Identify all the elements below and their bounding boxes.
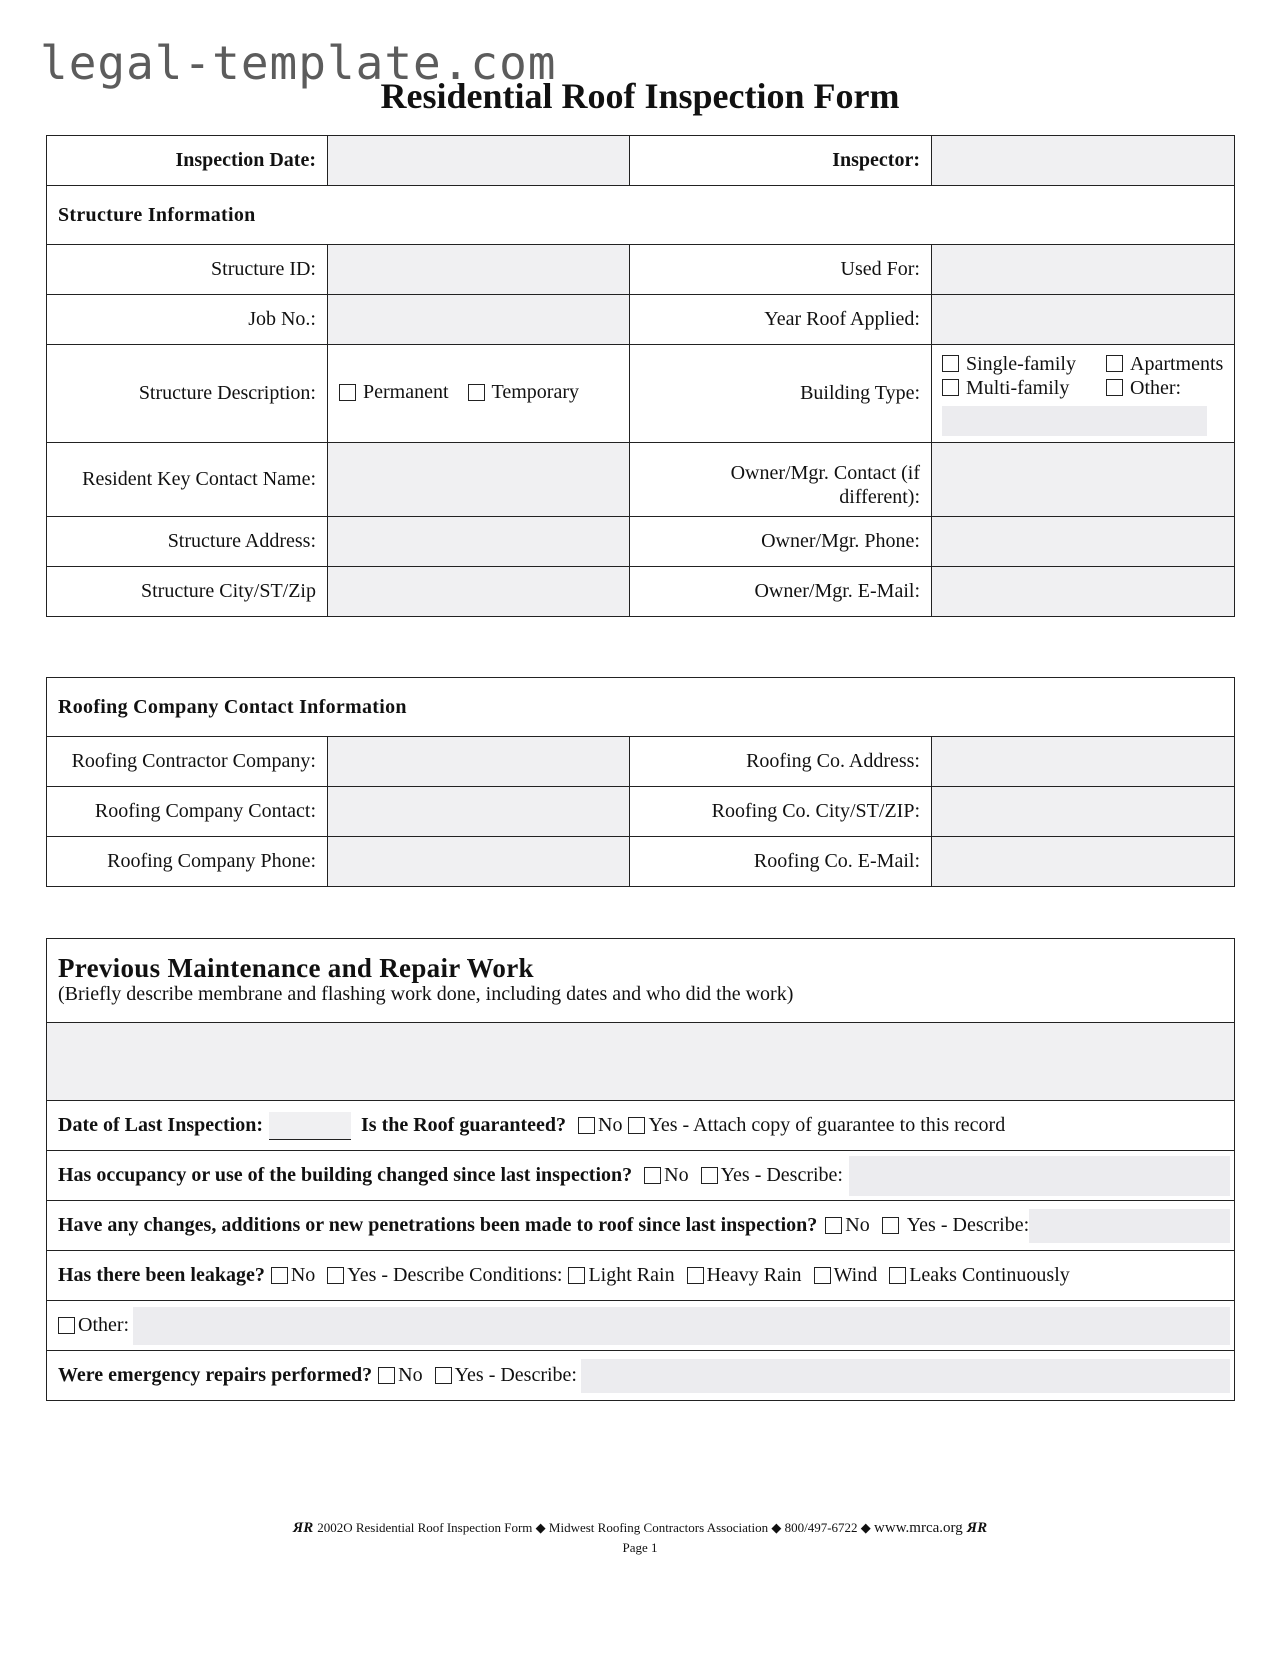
owner-contact-label bbox=[630, 443, 932, 517]
roofing-city-label: Roofing Co. City/ST/ZIP: bbox=[630, 787, 932, 837]
roofing-address-field[interactable] bbox=[932, 737, 1235, 787]
owner-contact-label-line1: Owner/Mgr. Contact (if bbox=[730, 461, 920, 484]
mrca-logo-left: ЯR bbox=[292, 1520, 314, 1536]
roofing-city-field[interactable] bbox=[932, 787, 1235, 837]
guaranteed-label: Is the Roof guaranteed? bbox=[361, 1114, 566, 1136]
leakage-yes-checkbox[interactable] bbox=[327, 1267, 344, 1284]
maintenance-subheading: (Briefly describe membrane and flashing work done, including dates and who did the work) bbox=[58, 983, 794, 1005]
leakage-other-checkbox[interactable] bbox=[58, 1317, 75, 1334]
heavy-rain-checkbox[interactable] bbox=[687, 1267, 704, 1284]
emergency-no-checkbox[interactable] bbox=[378, 1367, 395, 1384]
occupancy-label: Has occupancy or use of the building changed since last inspection? bbox=[58, 1164, 633, 1186]
single-family-checkbox[interactable] bbox=[942, 355, 959, 372]
emergency-yes-checkbox[interactable] bbox=[435, 1367, 452, 1384]
structure-id-label: Structure ID: bbox=[47, 245, 328, 295]
maintenance-table bbox=[46, 938, 1235, 1401]
owner-contact-label-line2: different): bbox=[839, 485, 920, 508]
inspection-date-field[interactable] bbox=[328, 136, 630, 186]
leakage-other-row bbox=[47, 1301, 1235, 1351]
multi-family-label: Multi-family bbox=[966, 376, 1070, 399]
leaks-continuously-checkbox[interactable] bbox=[889, 1267, 906, 1284]
leakage-yes-label: Yes - Describe Conditions: bbox=[347, 1264, 563, 1286]
occupancy-yes-checkbox[interactable] bbox=[701, 1167, 718, 1184]
roofing-address-label: Roofing Co. Address: bbox=[630, 737, 932, 787]
owner-email-field[interactable] bbox=[932, 567, 1235, 617]
inspector-field[interactable] bbox=[932, 136, 1235, 186]
footer-text: 2002O Residential Roof Inspection Form ◆ Midwest Roofing Contractors Association ◆ 800/497-6722 ◆ bbox=[317, 1520, 871, 1535]
changes-yes-label: Yes - Describe: bbox=[906, 1214, 1030, 1236]
roofing-table bbox=[46, 677, 1235, 887]
roofing-company-label: Roofing Contractor Company: bbox=[47, 737, 328, 787]
changes-label: Have any changes, additions or new penetrations been made to roof since last inspection? bbox=[58, 1214, 818, 1236]
resident-contact-label: Resident Key Contact Name: bbox=[47, 443, 328, 517]
mrca-logo-right: ЯR bbox=[966, 1520, 988, 1536]
leaks-continuously-label: Leaks Continuously bbox=[909, 1264, 1070, 1286]
footer-url[interactable]: www.mrca.org bbox=[874, 1520, 963, 1536]
job-no-label: Job No.: bbox=[47, 295, 328, 345]
emergency-no-label: No bbox=[398, 1364, 423, 1386]
leakage-other-label: Other: bbox=[78, 1314, 130, 1336]
structure-heading: Structure Information bbox=[47, 186, 1235, 245]
footer-page-number: Page 1 bbox=[622, 1540, 658, 1555]
page-title: Residential Roof Inspection Form bbox=[380, 76, 900, 116]
roofing-email-field[interactable] bbox=[932, 837, 1235, 887]
occupancy-no-label: No bbox=[664, 1164, 689, 1186]
emergency-describe-field[interactable] bbox=[581, 1359, 1230, 1393]
occupancy-row bbox=[47, 1151, 1235, 1201]
guaranteed-no-checkbox[interactable] bbox=[578, 1117, 595, 1134]
last-inspection-row bbox=[47, 1101, 1235, 1151]
multi-family-checkbox[interactable] bbox=[942, 379, 959, 396]
used-for-field[interactable] bbox=[932, 245, 1235, 295]
roofing-contact-field[interactable] bbox=[328, 787, 630, 837]
resident-contact-field[interactable] bbox=[328, 443, 630, 517]
apartments-label: Apartments bbox=[1130, 352, 1224, 375]
single-family-label: Single-family bbox=[966, 352, 1076, 375]
owner-phone-field[interactable] bbox=[932, 517, 1235, 567]
leakage-no-checkbox[interactable] bbox=[271, 1267, 288, 1284]
last-inspection-field[interactable] bbox=[269, 1112, 351, 1140]
roofing-email-label: Roofing Co. E-Mail: bbox=[630, 837, 932, 887]
inspection-date-label: Inspection Date: bbox=[47, 136, 328, 186]
last-inspection-label: Date of Last Inspection: bbox=[58, 1114, 263, 1136]
occupancy-no-checkbox[interactable] bbox=[644, 1167, 661, 1184]
wind-label: Wind bbox=[833, 1264, 878, 1286]
used-for-label: Used For: bbox=[630, 245, 932, 295]
heavy-rain-label: Heavy Rain bbox=[706, 1264, 802, 1286]
maintenance-description-field[interactable] bbox=[47, 1023, 1235, 1101]
owner-phone-label: Owner/Mgr. Phone: bbox=[630, 517, 932, 567]
occupancy-describe-field[interactable] bbox=[849, 1156, 1230, 1196]
changes-row bbox=[47, 1201, 1235, 1251]
building-type-options bbox=[932, 345, 1235, 443]
apartments-checkbox[interactable] bbox=[1106, 355, 1123, 372]
guaranteed-no-label: No bbox=[598, 1114, 623, 1136]
guaranteed-yes-checkbox[interactable] bbox=[628, 1117, 645, 1134]
footer-line1 bbox=[0, 1518, 1280, 1538]
owner-email-label: Owner/Mgr. E-Mail: bbox=[630, 567, 932, 617]
occupancy-yes-label: Yes - Describe: bbox=[720, 1164, 843, 1186]
wind-checkbox[interactable] bbox=[814, 1267, 831, 1284]
structure-address-field[interactable] bbox=[328, 517, 630, 567]
leakage-no-label: No bbox=[290, 1264, 316, 1286]
emergency-label: Were emergency repairs performed? bbox=[58, 1364, 373, 1386]
light-rain-checkbox[interactable] bbox=[568, 1267, 585, 1284]
changes-no-label: No bbox=[845, 1214, 870, 1236]
maintenance-header bbox=[47, 939, 1235, 1023]
emergency-yes-label: Yes - Describe: bbox=[454, 1364, 577, 1386]
roofing-company-field[interactable] bbox=[328, 737, 630, 787]
permanent-label: Permanent bbox=[363, 380, 449, 403]
light-rain-label: Light Rain bbox=[588, 1264, 675, 1286]
year-roof-label: Year Roof Applied: bbox=[630, 295, 932, 345]
other-building-checkbox[interactable] bbox=[1106, 379, 1123, 396]
job-no-field[interactable] bbox=[328, 295, 630, 345]
structure-description-label: Structure Description: bbox=[47, 345, 328, 443]
structure-description-options bbox=[328, 345, 630, 443]
other-building-label: Other: bbox=[1130, 376, 1182, 399]
structure-city-field[interactable] bbox=[328, 567, 630, 617]
owner-contact-field[interactable] bbox=[932, 443, 1235, 517]
year-roof-field[interactable] bbox=[932, 295, 1235, 345]
footer bbox=[0, 1518, 1280, 1558]
changes-yes-checkbox[interactable] bbox=[882, 1217, 899, 1234]
leakage-row bbox=[47, 1251, 1235, 1301]
temporary-checkbox[interactable] bbox=[468, 384, 485, 401]
inspector-label: Inspector: bbox=[630, 136, 932, 186]
permanent-checkbox[interactable] bbox=[339, 384, 356, 401]
structure-id-field[interactable] bbox=[328, 245, 630, 295]
changes-describe-field[interactable] bbox=[1029, 1209, 1230, 1243]
guaranteed-yes-label: Yes - Attach copy of guarantee to this record bbox=[648, 1114, 1006, 1136]
leakage-other-field[interactable] bbox=[133, 1307, 1230, 1345]
structure-city-label: Structure City/ST/Zip bbox=[47, 567, 328, 617]
emergency-row bbox=[47, 1351, 1235, 1401]
other-building-field[interactable] bbox=[942, 406, 1207, 436]
building-type-label: Building Type: bbox=[630, 345, 932, 443]
leakage-label: Has there been leakage? bbox=[58, 1264, 265, 1286]
maintenance-heading: Previous Maintenance and Repair Work bbox=[58, 953, 534, 983]
watermark: legal-template.com bbox=[40, 36, 557, 90]
structure-address-label: Structure Address: bbox=[47, 517, 328, 567]
roofing-contact-label: Roofing Company Contact: bbox=[47, 787, 328, 837]
temporary-label: Temporary bbox=[491, 380, 579, 403]
roofing-heading: Roofing Company Contact Information bbox=[47, 678, 1235, 737]
roofing-phone-field[interactable] bbox=[328, 837, 630, 887]
changes-no-checkbox[interactable] bbox=[825, 1217, 842, 1234]
structure-table bbox=[46, 135, 1235, 617]
roofing-phone-label: Roofing Company Phone: bbox=[47, 837, 328, 887]
